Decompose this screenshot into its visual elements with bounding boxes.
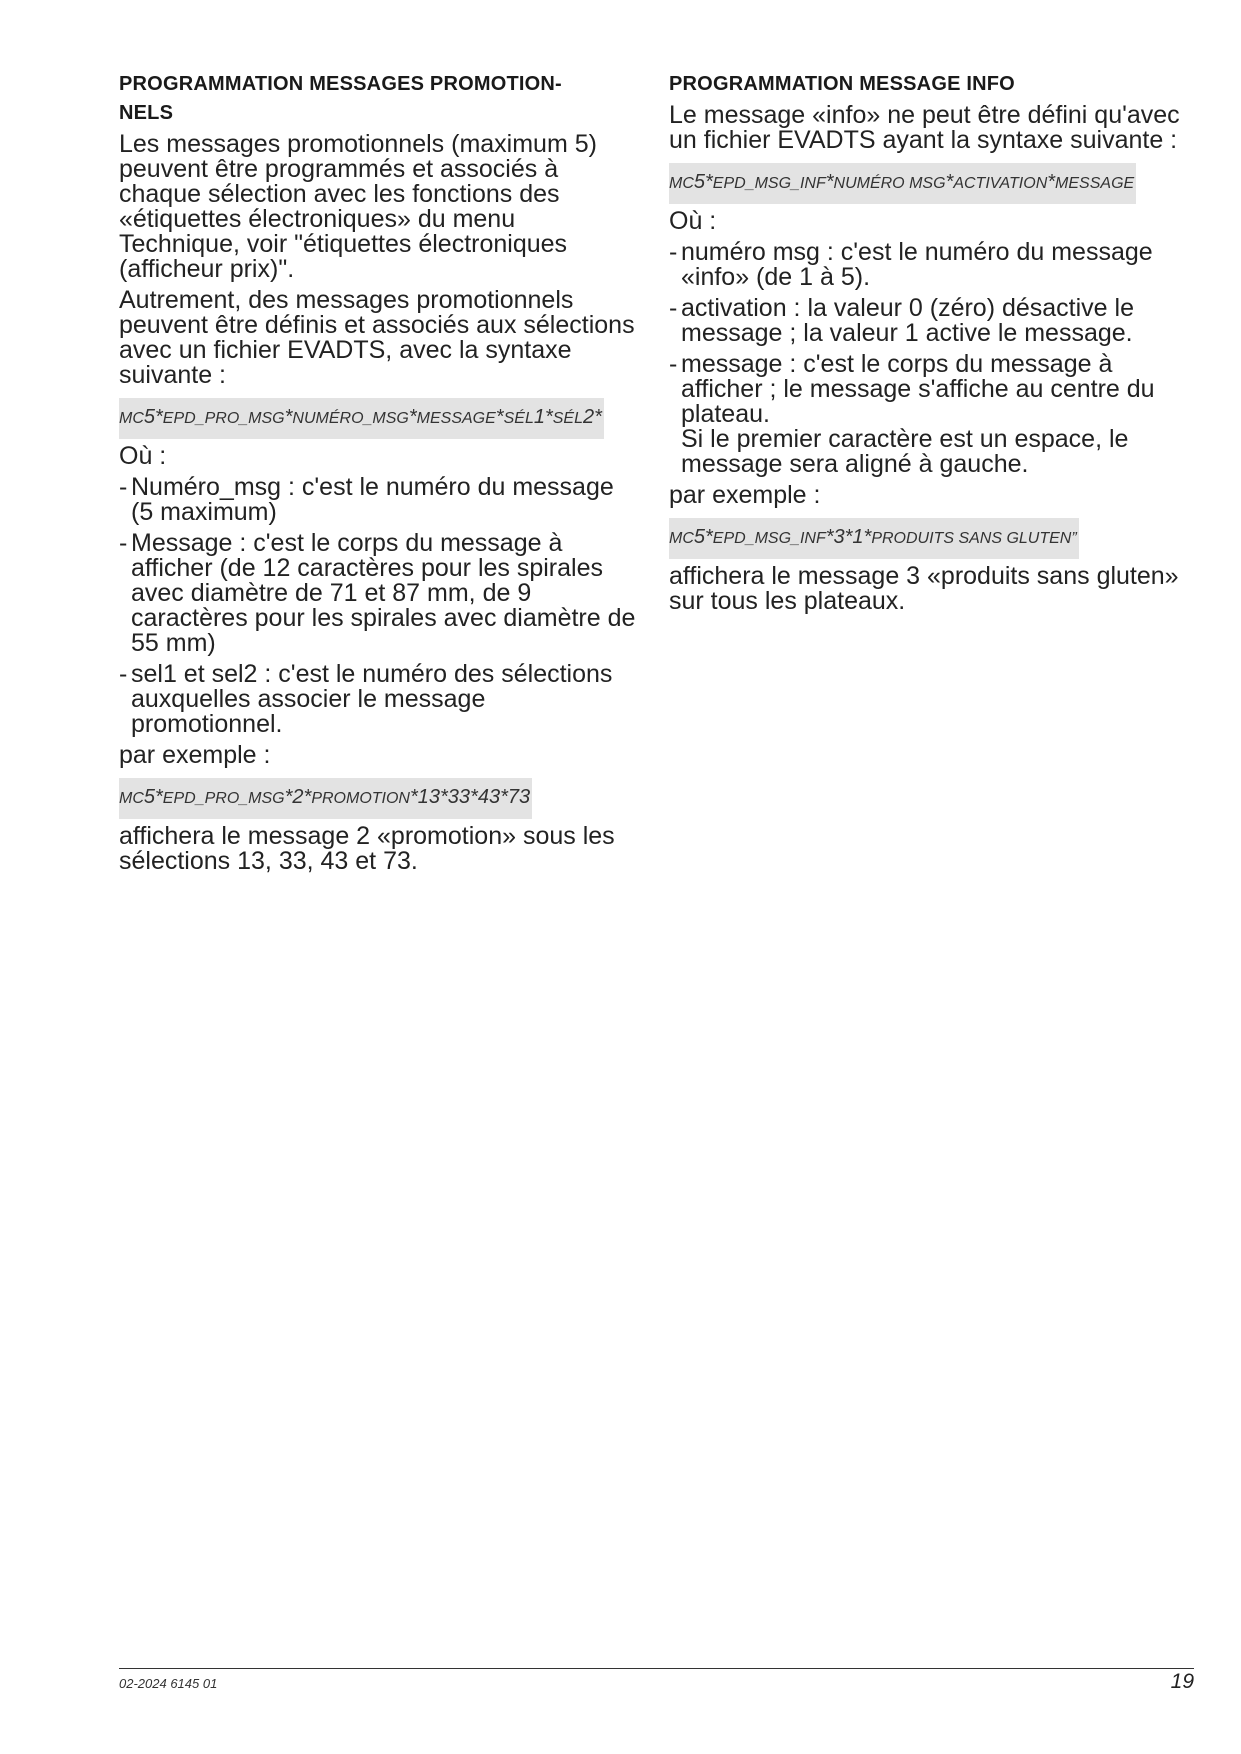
- list-item-text: Message : c'est le corps du message à afficher (de 12 caractères pour les spirales avec diamètre de 71 et 87 mm, de 9 caractères pour les spirales avec diamètre de 55 mm): [131, 529, 636, 657]
- code-part: *13*33*43*73: [409, 786, 531, 808]
- code-part: *: [408, 406, 417, 428]
- code-part: PROMOTION: [311, 790, 410, 807]
- code-part: *2*: [284, 786, 312, 808]
- where-label: Où :: [119, 442, 167, 470]
- code-part: MC: [119, 790, 144, 807]
- code-part: *: [1047, 171, 1056, 193]
- code-part: *: [284, 406, 293, 428]
- heading-line-2: NELS: [119, 102, 174, 124]
- footer-divider: [119, 1668, 1194, 1669]
- code-part: *3*1*: [825, 526, 872, 548]
- code-part: NUMÉRO_MSG: [292, 410, 409, 427]
- code-part: EPD_MSG_INF: [712, 175, 826, 192]
- list-item-text: sel1 et sel2 : c'est le numéro des sélections auxquelles associer le message promotionnel.: [131, 660, 613, 738]
- code-part: EPD_MSG_INF: [712, 530, 826, 547]
- list-item: - activation : la valeur 0 (zéro) désactive le message ; la valeur 1 active le message.: [669, 296, 1199, 346]
- code-part: *: [945, 171, 954, 193]
- page-number: 19: [1170, 1670, 1194, 1693]
- code-part: SÉL: [503, 410, 534, 427]
- code-part: MESSAGE: [1055, 175, 1135, 192]
- code-part: 5*: [143, 786, 163, 808]
- code-part: 5*: [143, 406, 163, 428]
- list-item-text: numéro msg : c'est le numéro du message «info» (de 1 à 5).: [681, 238, 1153, 291]
- code-part: EPD_PRO_MSG: [162, 790, 285, 807]
- right-column: [669, 70, 1199, 620]
- left-column: [119, 70, 639, 880]
- where-label: Où :: [669, 207, 717, 235]
- syntax-code-promo: [119, 398, 604, 439]
- code-part: 2*: [583, 406, 602, 428]
- syntax-code-info: [669, 163, 1136, 204]
- code-part: *: [495, 406, 504, 428]
- section-heading-info: PROGRAMMATION MESSAGE INFO: [669, 73, 1015, 95]
- list-item-text: message : c'est le corps du message à afficher ; le message s'affiche au centre du plateau. Si le premier caractère est un espace, le message sera aligné à gauche.: [681, 350, 1155, 478]
- heading-line-1: PROGRAMMATION MESSAGES PROMOTION-: [119, 73, 562, 95]
- section-heading-promo: [119, 70, 639, 128]
- code-part: PRODUITS SANS GLUTEN: [871, 530, 1072, 547]
- code-part: 1*: [533, 406, 553, 428]
- document-code: 02-2024 6145 01: [119, 1676, 218, 1691]
- code-part: MESSAGE: [416, 410, 496, 427]
- code-part: MC: [669, 530, 694, 547]
- code-part: 5*: [693, 526, 713, 548]
- list-item-text: activation : la valeur 0 (zéro) désactive le message ; la valeur 1 active le message.: [681, 294, 1134, 347]
- code-part: *: [825, 171, 834, 193]
- paragraph-info-intro: Le message «info» ne peut être défini qu'avec un fichier EVADTS ayant la syntaxe suivante :: [669, 101, 1180, 154]
- code-part: 5*: [693, 171, 713, 193]
- list-item: - Message : c'est le corps du message à afficher (de 12 caractères pour les spirales avec diamètre de 71 et 87 mm, de 9 caractères pour les spirales avec diamètre de 55 mm): [119, 531, 639, 656]
- paragraph-intro: Les messages promotionnels (maximum 5) peuvent être programmés et associés à chaque sélection avec les fonctions des «étiquettes électroniques» du menu Technique, voir "étiquettes électroniques (afficheur prix)".: [119, 130, 597, 283]
- example-result: affichera le message 2 «promotion» sous les sélections 13, 33, 43 et 73.: [119, 822, 615, 875]
- code-part: NUMÉRO MSG: [833, 175, 946, 192]
- paragraph-evadts: Autrement, des messages promotionnels peuvent être définis et associés aux sélections avec un fichier EVADTS, avec la syntaxe suivante :: [119, 286, 635, 389]
- list-item: - Numéro_msg : c'est le numéro du message (5 maximum): [119, 475, 639, 525]
- code-part: SÉL: [552, 410, 583, 427]
- example-result: affichera le message 3 «produits sans gluten» sur tous les plateaux.: [669, 562, 1179, 615]
- code-part: MC: [119, 410, 144, 427]
- example-label: par exemple :: [119, 741, 271, 769]
- code-part: ”: [1071, 530, 1077, 547]
- list-item: - sel1 et sel2 : c'est le numéro des sélections auxquelles associer le message promotionnel.: [119, 662, 639, 737]
- list-item: - numéro msg : c'est le numéro du message «info» (de 1 à 5).: [669, 240, 1199, 290]
- code-part: EPD_PRO_MSG: [162, 410, 285, 427]
- code-part: ACTIVATION: [953, 175, 1048, 192]
- list-item-text: Numéro_msg : c'est le numéro du message (5 maximum): [131, 473, 614, 526]
- example-code-info: [669, 518, 1079, 559]
- code-part: MC: [669, 175, 694, 192]
- example-code-promo: [119, 778, 532, 819]
- list-item: - message : c'est le corps du message à afficher ; le message s'affiche au centre du plateau. Si le premier caractère est un espace, le message sera aligné à gauche.: [669, 352, 1199, 477]
- example-label: par exemple :: [669, 481, 821, 509]
